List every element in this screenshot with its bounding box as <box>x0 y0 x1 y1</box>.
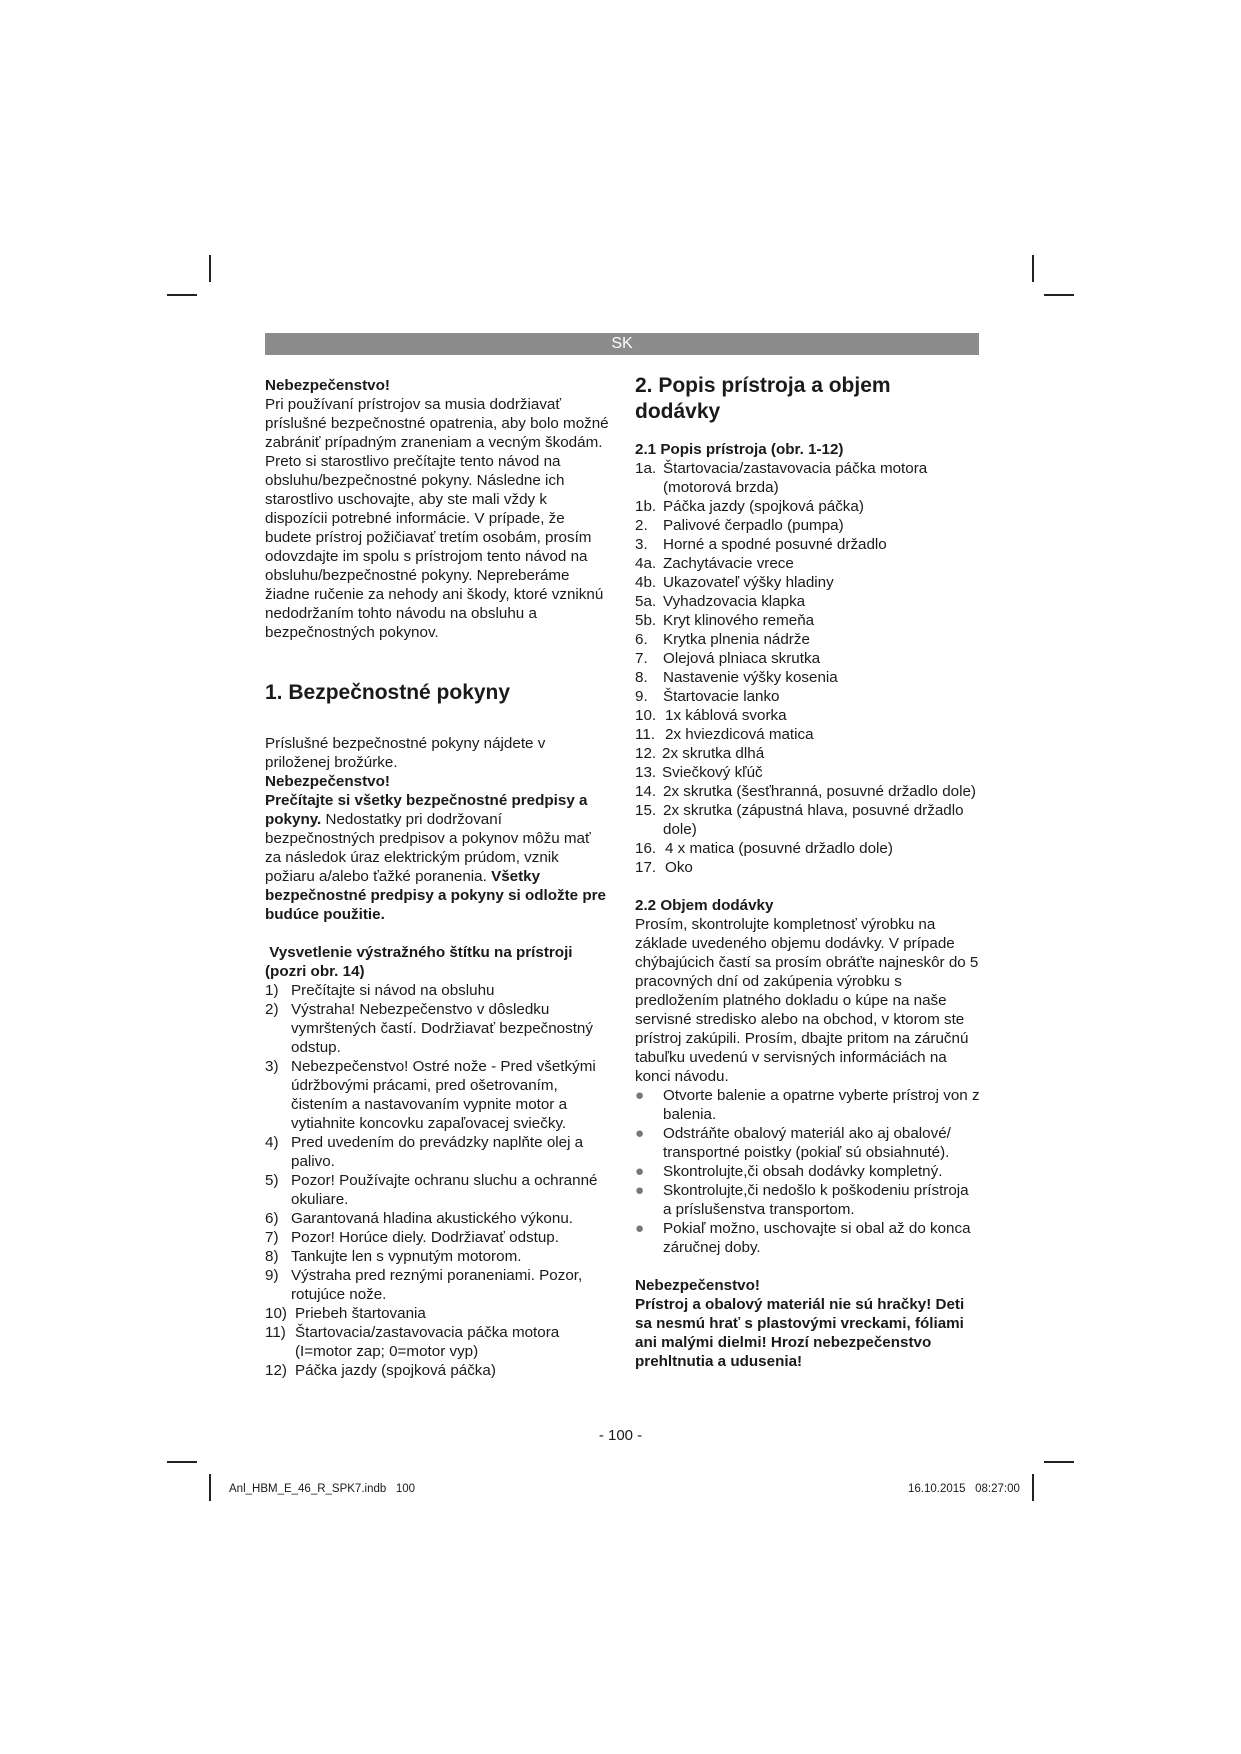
list-item: 13. Sviečkový kľúč <box>635 764 763 781</box>
section2-title: 2. Popis prístroja a objem dodávky <box>635 374 891 423</box>
section1-title: 1. Bezpečnostné pokyny <box>265 681 511 704</box>
bullet-icon: ● <box>635 1125 645 1142</box>
list-item: 10. 1x káblová svorka <box>635 707 787 724</box>
crop-mark <box>1044 294 1074 296</box>
list-item: 15. 2x skrutka (zápustná hlava, posuvné držadlo dole) <box>635 802 964 838</box>
warn-text: Prístroj a obalový materiál nie sú hračky! Deti sa nesmú hrať s plastovými vreckami, fóliami ani malými dielmi! Hrozí nebezpečenstvo prehltnutia a udusenia! <box>635 1296 965 1370</box>
list-item: 1a. Štartovacia/zastavovacia páčka motora (motorová brzda) <box>635 460 928 496</box>
crop-mark <box>167 294 197 296</box>
list-item: ● Otvorte balenie a opatrne vyberte prístroj von z balenia. <box>635 1087 980 1123</box>
warning-text: Nedostatky pri dodržovaní bezpečnostných predpisov a pokynov môžu mať za následok úraz elektrickým prúdom, vznik požiaru a/alebo ťažké poranenia. <box>265 811 591 885</box>
list-item: ● Pokiaľ možno, uschovajte si obal až do konca záručnej doby. <box>635 1220 971 1256</box>
left-column <box>265 376 610 1380</box>
parts-list <box>635 459 980 877</box>
sub21-title: 2.1 Popis prístroja (obr. 1-12) <box>635 441 844 458</box>
list-item: 11) Štartovacia/zastavovacia páčka motora (I=motor zap; 0=motor vyp) <box>265 1324 560 1360</box>
crop-mark <box>167 1461 197 1463</box>
language-band <box>265 333 979 355</box>
list-item: 5a. Vyhadzovacia klapka <box>635 593 806 610</box>
crop-mark <box>1032 1474 1034 1501</box>
list-item: 2. Palivové čerpadlo (pumpa) <box>635 517 844 534</box>
list-item: 10) Priebeh štartovania <box>265 1305 426 1322</box>
list-item: 4) Pred uvedením do prevádzky naplňte olej a palivo. <box>265 1134 584 1170</box>
sub22-title: 2.2 Objem dodávky <box>635 897 774 914</box>
list-item: 3) Nebezpečenstvo! Ostré nože - Pred všetkými údržbovými prácami, pred ošetrovaním, čistením a nastavovaním vypnite motor a vytiahnite koncovku zapaľovacej sviečky. <box>265 1058 596 1132</box>
language-label: SK <box>611 335 633 352</box>
list-item: 8) Tankujte len s vypnutým motorom. <box>265 1248 522 1265</box>
list-item: 8. Nastavenie výšky kosenia <box>635 669 838 686</box>
list-item: 7) Pozor! Horúce diely. Dodržiavať odstup. <box>265 1229 559 1246</box>
list-item: 5b. Kryt klinového remeňa <box>635 612 815 629</box>
list-item: 6. Krytka plnenia nádrže <box>635 631 810 648</box>
crop-mark <box>1032 255 1034 282</box>
list-item: 16. 4 x matica (posuvné držadlo dole) <box>635 840 893 857</box>
bullet-list <box>635 1086 980 1257</box>
intro-warning-title: Nebezpečenstvo! <box>265 377 390 394</box>
warning-title: Nebezpečenstvo! <box>265 773 390 790</box>
footer-timestamp: 16.10.2015 08:27:00 <box>908 1483 1020 1495</box>
label-explanation-title: Vysvetlenie výstražného štítku na prístroji (pozri obr. 14) <box>265 944 577 980</box>
crop-mark <box>209 255 211 282</box>
intro-text: Pri používaní prístrojov sa musia dodržiavať príslušné bezpečnostné opatrenia, aby bolo možné zabrániť prípadným zraneniam a vecným škodám. Preto si starostlivo prečítajte tento návod na obsluhu/bezpečnostné pokyny. Následne ich starostlivo uschovajte, aby ste mali vždy k dispozícii potrebné informácie. V prípade, že budete prístroj požičiavať tretím osobám, prosím odovzdajte im spolu s prístrojom tento návod na obsluhu/bezpečnostné pokyny. Nepreberáme žiadne ručenie za nehody ani škody, ktoré vzniknú nedodržaním tohto návodu na obsluhu a bezpečnostných pokynov. <box>265 396 609 641</box>
list-item: 14. 2x skrutka (šesťhranná, posuvné držadlo dole) <box>635 783 976 800</box>
list-item: 4a. Zachytávacie vrece <box>635 555 794 572</box>
section1-text: Príslušné bezpečnostné pokyny nájdete v priloženej brožúrke. <box>265 735 546 771</box>
warning-bold-2: Všetky bezpečnostné predpisy a pokyny si odložte pre budúce použitie. <box>265 868 606 923</box>
list-item: 12. 2x skrutka dlhá <box>635 745 765 762</box>
list-item: 12) Páčka jazdy (spojková páčka) <box>265 1362 496 1379</box>
list-item: ● Skontrolujte,či obsah dodávky kompletný. <box>635 1163 943 1180</box>
list-item: ● Skontrolujte,či nedošlo k poškodeniu prístroja a príslušenstva transportom. <box>635 1182 969 1218</box>
crop-mark <box>209 1474 211 1501</box>
warn-title: Nebezpečenstvo! <box>635 1277 760 1294</box>
list-item: ● Odstráňte obalový materiál ako aj obalové/ transportné poistky (pokiaľ sú obsiahnuté). <box>635 1125 951 1161</box>
list-item: 17. Oko <box>635 859 693 876</box>
sub22-text: Prosím, skontrolujte kompletnosť výrobku na základe uvedeného objemu dodávky. V prípade chýbajúcich častí sa prosím obráťte najneskôr do 5 pracovných dní od zakúpenia výrobku s predložením platného dokladu o kúpe na naše servisné stredisko alebo na obchod, v ktorom ste prístroj zakúpili. Prosím, dbajte pritom na záručnú tabuľku uvedenú v servisných informáciách na konci návodu. <box>635 916 979 1085</box>
page-number: - 100 - <box>598 1427 643 1444</box>
list-item: 5) Pozor! Používajte ochranu sluchu a ochranné okuliare. <box>265 1172 598 1208</box>
list-item: 7. Olejová plniaca skrutka <box>635 650 821 667</box>
list-item: 4b. Ukazovateľ výšky hladiny <box>635 574 834 591</box>
list-item: 1) Prečítajte si návod na obsluhu <box>265 982 495 999</box>
warning-bold: Prečítajte si všetky bezpečnostné predpisy a pokyny. <box>265 792 588 828</box>
list-item: 3. Horné a spodné posuvné držadlo <box>635 536 887 553</box>
list-item: 9) Výstraha pred reznými poraneniami. Pozor, rotujúce nože. <box>265 1267 583 1303</box>
footer-file: Anl_HBM_E_46_R_SPK7.indb 100 <box>229 1483 416 1495</box>
bullet-icon: ● <box>635 1163 645 1180</box>
label-items <box>265 981 610 1380</box>
warning-paragraph <box>265 791 610 924</box>
list-item: 11. 2x hviezdicová matica <box>635 726 814 743</box>
crop-mark <box>1044 1461 1074 1463</box>
right-column <box>635 373 980 1371</box>
list-item: 2) Výstraha! Nebezpečenstvo v dôsledku vymrštených častí. Dodržiavať bezpečnostný odstup. <box>265 1001 593 1056</box>
bullet-icon: ● <box>635 1182 645 1199</box>
list-item: 1b. Páčka jazdy (spojková páčka) <box>635 498 864 515</box>
bullet-icon: ● <box>635 1087 645 1104</box>
list-item: 6) Garantovaná hladina akustického výkonu. <box>265 1210 573 1227</box>
bullet-icon: ● <box>635 1220 645 1237</box>
list-item: 9. Štartovacie lanko <box>635 688 780 705</box>
